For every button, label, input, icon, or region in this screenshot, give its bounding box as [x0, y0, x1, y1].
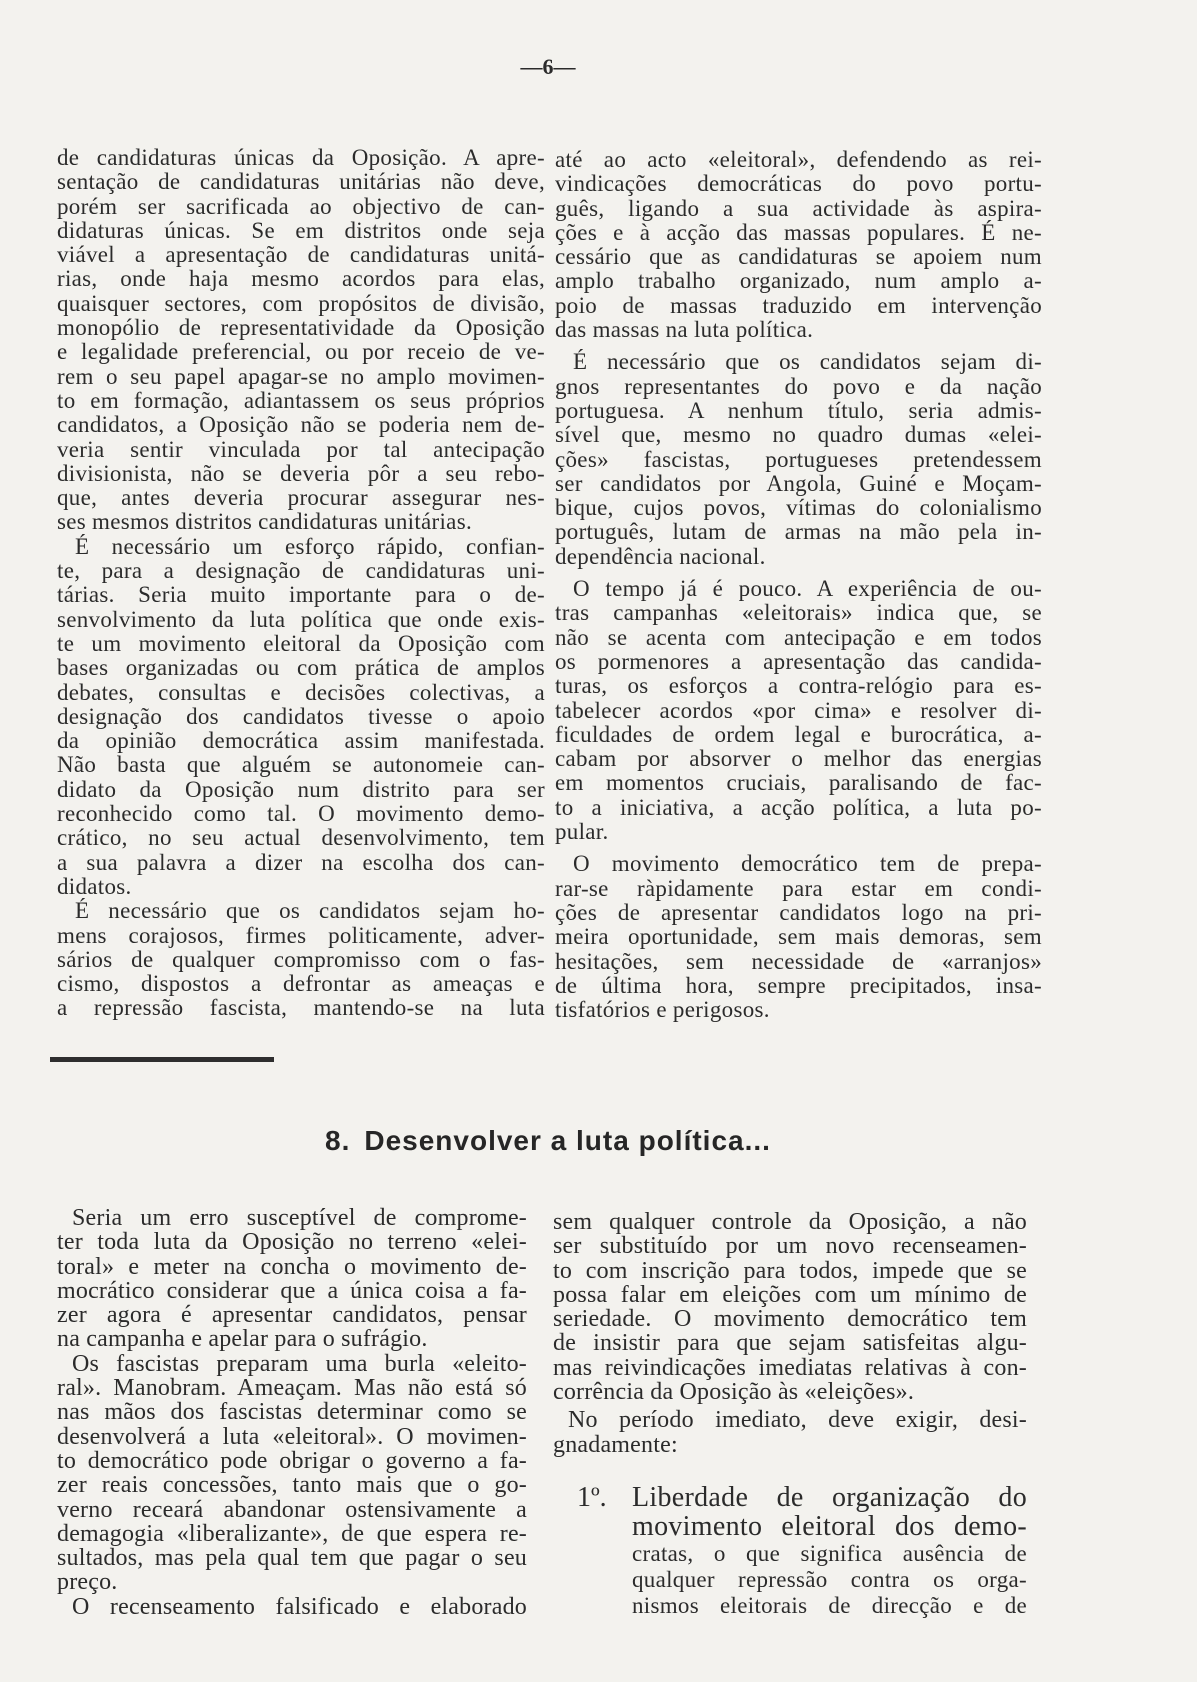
text-line: tabelecer acordos «por cima» e resolver di- — [555, 697, 1042, 723]
text-line: reconhecido como tal. O movimento demo- — [57, 801, 545, 827]
text-line: pular. — [555, 819, 609, 845]
text-line: to democrático pode obrigar o governo a fa- — [57, 1447, 527, 1474]
text-line: gnos representantes do povo e da nação — [555, 373, 1042, 399]
text-line: a repressão fascista, mantendo-se na luta — [57, 995, 545, 1021]
paragraph — [553, 1210, 1027, 1404]
paragraph — [555, 350, 1042, 569]
section-separator-rule — [50, 1057, 274, 1062]
text-line: ficuldades de ordem legal e burocrática, a- — [555, 721, 1042, 747]
text-line: turas, os esforços a contra-relógio para es- — [555, 673, 1042, 699]
text-line: seriedade. O movimento democrático tem — [553, 1306, 1027, 1333]
text-line: preço. — [57, 1569, 118, 1596]
text-line: das massas na luta política. — [555, 317, 814, 343]
text-line: O recenseamento falsificado e elaborado — [72, 1593, 527, 1620]
paragraph — [57, 899, 545, 1020]
text-line: na campanha e apelar para o sufrágio. — [57, 1326, 428, 1353]
text-line: didato da Oposição num distrito para ser — [57, 776, 545, 802]
paragraph — [555, 577, 1042, 844]
text-line: possa falar em eleições com um mínimo de — [553, 1281, 1027, 1308]
text-line: zer reais concessões, tanto mais que o go- — [57, 1472, 527, 1499]
paragraph — [57, 1206, 527, 1352]
text-line: te, para a designação de candidaturas uni- — [57, 558, 545, 584]
text-line: tárias. Seria muito importante para o de- — [57, 582, 545, 608]
text-line: mas reivindicações imediatas relativas à con- — [553, 1354, 1027, 1381]
text-line: gnadamente: — [553, 1431, 678, 1458]
text-line: rem o seu papel apagar-se no amplo movimen- — [57, 363, 545, 389]
text-line: to em formação, adiantassem os seus próprios — [57, 387, 545, 413]
list-item-text — [632, 1483, 1027, 1619]
text-line: O movimento democrático tem de prepa- — [573, 851, 1042, 877]
text-line: vindicações democráticas do povo portu- — [555, 171, 1042, 197]
text-line: candidatos, a Oposição não se poderia nem de- — [57, 412, 545, 438]
paragraph — [555, 148, 1042, 342]
text-line: tras campanhas «eleitorais» indica que, se — [555, 600, 1042, 626]
text-line: nismos eleitorais de direcção e de — [632, 1592, 1027, 1618]
text-line: sível que, mesmo no quadro dumas «elei- — [555, 422, 1042, 448]
text-line: desenvolverá a luta «eleitoral». O movimen- — [57, 1423, 527, 1450]
text-line: O tempo já é pouco. A experiência de ou- — [573, 576, 1042, 602]
text-line: demagogia «liberalizante», de que espera re- — [57, 1520, 527, 1547]
text-line: dependência nacional. — [555, 543, 766, 569]
text-line: didatos. — [57, 873, 132, 899]
text-line: didaturas únicas. Se em distritos onde seja — [57, 217, 545, 243]
text-line: to a iniciativa, a acção política, a luta po- — [555, 794, 1042, 820]
text-line: corrência da Oposição às «eleições». — [553, 1379, 915, 1406]
text-line: divisionista, não se deveria pôr a seu rebo- — [57, 460, 545, 486]
column-top-left — [57, 146, 545, 1021]
text-line: cratas, o que significa ausência de — [632, 1540, 1027, 1566]
text-line: nas mãos dos fascistas determinar como se — [57, 1399, 527, 1426]
section-heading — [325, 1124, 771, 1158]
text-line: e legalidade preferencial, ou por receio de ve- — [57, 339, 545, 365]
text-line: senvolvimento da luta política que onde exis- — [57, 606, 545, 632]
text-line: qualquer repressão contra os orga- — [632, 1566, 1027, 1592]
text-line: zer agora é apresentar candidatos, pensar — [57, 1302, 527, 1329]
text-line: de candidaturas únicas da Oposição. A apre- — [57, 145, 545, 170]
text-line: hesitações, sem necessidade de «arranjos» — [555, 948, 1042, 974]
text-line: É necessário que os candidatos sejam di- — [573, 349, 1042, 375]
text-line: debates, consultas e decisões colectivas, a — [57, 679, 545, 705]
text-line: amplo trabalho organizado, num amplo a- — [555, 268, 1042, 294]
text-line: sem qualquer controle da Oposição, a não — [553, 1209, 1027, 1235]
section-number: 8. — [325, 1125, 351, 1156]
text-line: ses mesmos distritos candidaturas unitárias. — [57, 509, 472, 535]
column-bottom-left — [57, 1206, 527, 1619]
text-line: mens corajosos, firmes politicamente, adver- — [57, 922, 545, 948]
numbered-demand-item — [553, 1483, 1027, 1619]
text-line: Não basta que alguém se autonomeie can- — [57, 752, 545, 778]
column-top-right — [555, 148, 1042, 1022]
text-line: verno receará abandonar ostensivamente a — [57, 1496, 527, 1523]
text-line: sários de qualquer compromisso com o fas- — [57, 946, 545, 972]
text-line: É necessário que os candidatos sejam ho- — [75, 898, 545, 924]
text-line: poio de massas traduzido em intervenção — [555, 292, 1042, 318]
text-line: monopólio de representatividade da Oposição — [57, 315, 545, 341]
page-number: —6— — [520, 54, 576, 79]
text-line: crático, no seu actual desenvolvimento, tem — [57, 825, 545, 851]
text-line: que, antes deveria procurar assegurar nes- — [57, 485, 545, 511]
text-line: Os fascistas preparam uma burla «eleito- — [72, 1350, 527, 1377]
text-line: rias, onde haja mesmo acordos para elas, — [57, 266, 545, 292]
text-line: de insistir para que sejam satisfeitas algu- — [553, 1330, 1027, 1357]
text-line: É necessário um esforço rápido, confian- — [75, 533, 545, 559]
text-line: portuguesa. A nenhum título, seria admis- — [555, 397, 1042, 423]
text-line: bases organizadas ou com prática de amplos — [57, 655, 545, 681]
text-line: viável a apresentação de candidaturas unitá- — [57, 242, 545, 268]
text-line: Seria um erro susceptível de comprome- — [72, 1205, 527, 1231]
text-line: sentação de candidaturas unitárias não deve, — [57, 169, 545, 195]
text-line: os pormenores a apresentação das candida- — [555, 648, 1042, 674]
text-line: ter toda luta da Oposição no terreno «elei- — [57, 1229, 527, 1256]
text-line: ções» fascistas, portugueses pretendessem — [555, 446, 1042, 472]
text-line: te um movimento eleitoral da Oposição com — [57, 630, 545, 656]
text-line: ser candidatos por Angola, Guiné e Moçam- — [555, 470, 1042, 496]
text-line: No período imediato, deve exigir, desi- — [568, 1407, 1027, 1434]
text-line: quaisquer sectores, com propósitos de divisão, — [57, 290, 545, 316]
text-line: meira oportunidade, sem mais demoras, sem — [555, 924, 1042, 950]
text-line: porém ser sacrificada ao objectivo de can- — [57, 193, 545, 219]
text-line: bique, cujos povos, vítimas do colonialismo — [555, 495, 1042, 521]
text-line: até ao acto «eleitoral», defendendo as rei- — [555, 147, 1042, 172]
paragraph — [553, 1408, 1027, 1457]
text-line: cabam por absorver o melhor das energias — [555, 746, 1042, 772]
text-line: de última hora, sempre precipitados, insa- — [555, 972, 1042, 998]
text-line: ções e à acção das massas populares. É ne- — [555, 219, 1042, 245]
text-line: não se acenta com antecipação e em todos — [555, 624, 1042, 650]
section-title: Desenvolver a luta política... — [364, 1125, 771, 1156]
paragraph — [57, 1595, 527, 1619]
text-line: a sua palavra a dizer na escolha dos can- — [57, 849, 545, 875]
text-line: tisfatórios e perigosos. — [555, 997, 770, 1023]
text-line: da opinião democrática assim manifestada. — [57, 728, 545, 754]
text-line: movimento eleitoral dos demo- — [632, 1510, 1027, 1542]
paragraph — [57, 535, 545, 899]
text-line: ral». Manobram. Ameaçam. Mas não está só — [57, 1375, 527, 1402]
text-line: guês, ligando a sua actividade às aspira- — [555, 195, 1042, 221]
text-line: cismo, dispostos a defrontar as ameaças e — [57, 971, 545, 997]
text-line: português, lutam de armas na mão pela in- — [555, 519, 1042, 545]
text-line: to com inscrição para todos, impede que se — [553, 1257, 1027, 1284]
text-line: mocrático considerar que a única coisa a fa- — [57, 1277, 527, 1304]
text-line: rar-se ràpidamente para estar em condi- — [555, 875, 1042, 901]
paragraph — [57, 146, 545, 535]
text-line: sultados, mas pela qual tem que pagar o seu — [57, 1545, 527, 1572]
text-line: ser substituído por um novo recenseamen- — [553, 1233, 1027, 1260]
text-line: designação dos candidatos tivesse o apoio — [57, 703, 545, 729]
column-bottom-right — [553, 1210, 1027, 1619]
list-marker: 1º. — [577, 1481, 607, 1513]
text-line: ções de apresentar candidatos logo na pri- — [555, 899, 1042, 925]
text-line: Liberdade de organização do — [632, 1481, 1027, 1513]
text-line: cessário que as candidaturas se apoiem num — [555, 244, 1042, 270]
paragraph — [555, 852, 1042, 1022]
paragraph — [57, 1352, 527, 1595]
text-line: em momentos cruciais, paralisando de fac- — [555, 770, 1042, 796]
text-line: toral» e meter na concha o movimento de- — [57, 1253, 527, 1280]
text-line: veria sentir vinculada por tal antecipação — [57, 436, 545, 462]
